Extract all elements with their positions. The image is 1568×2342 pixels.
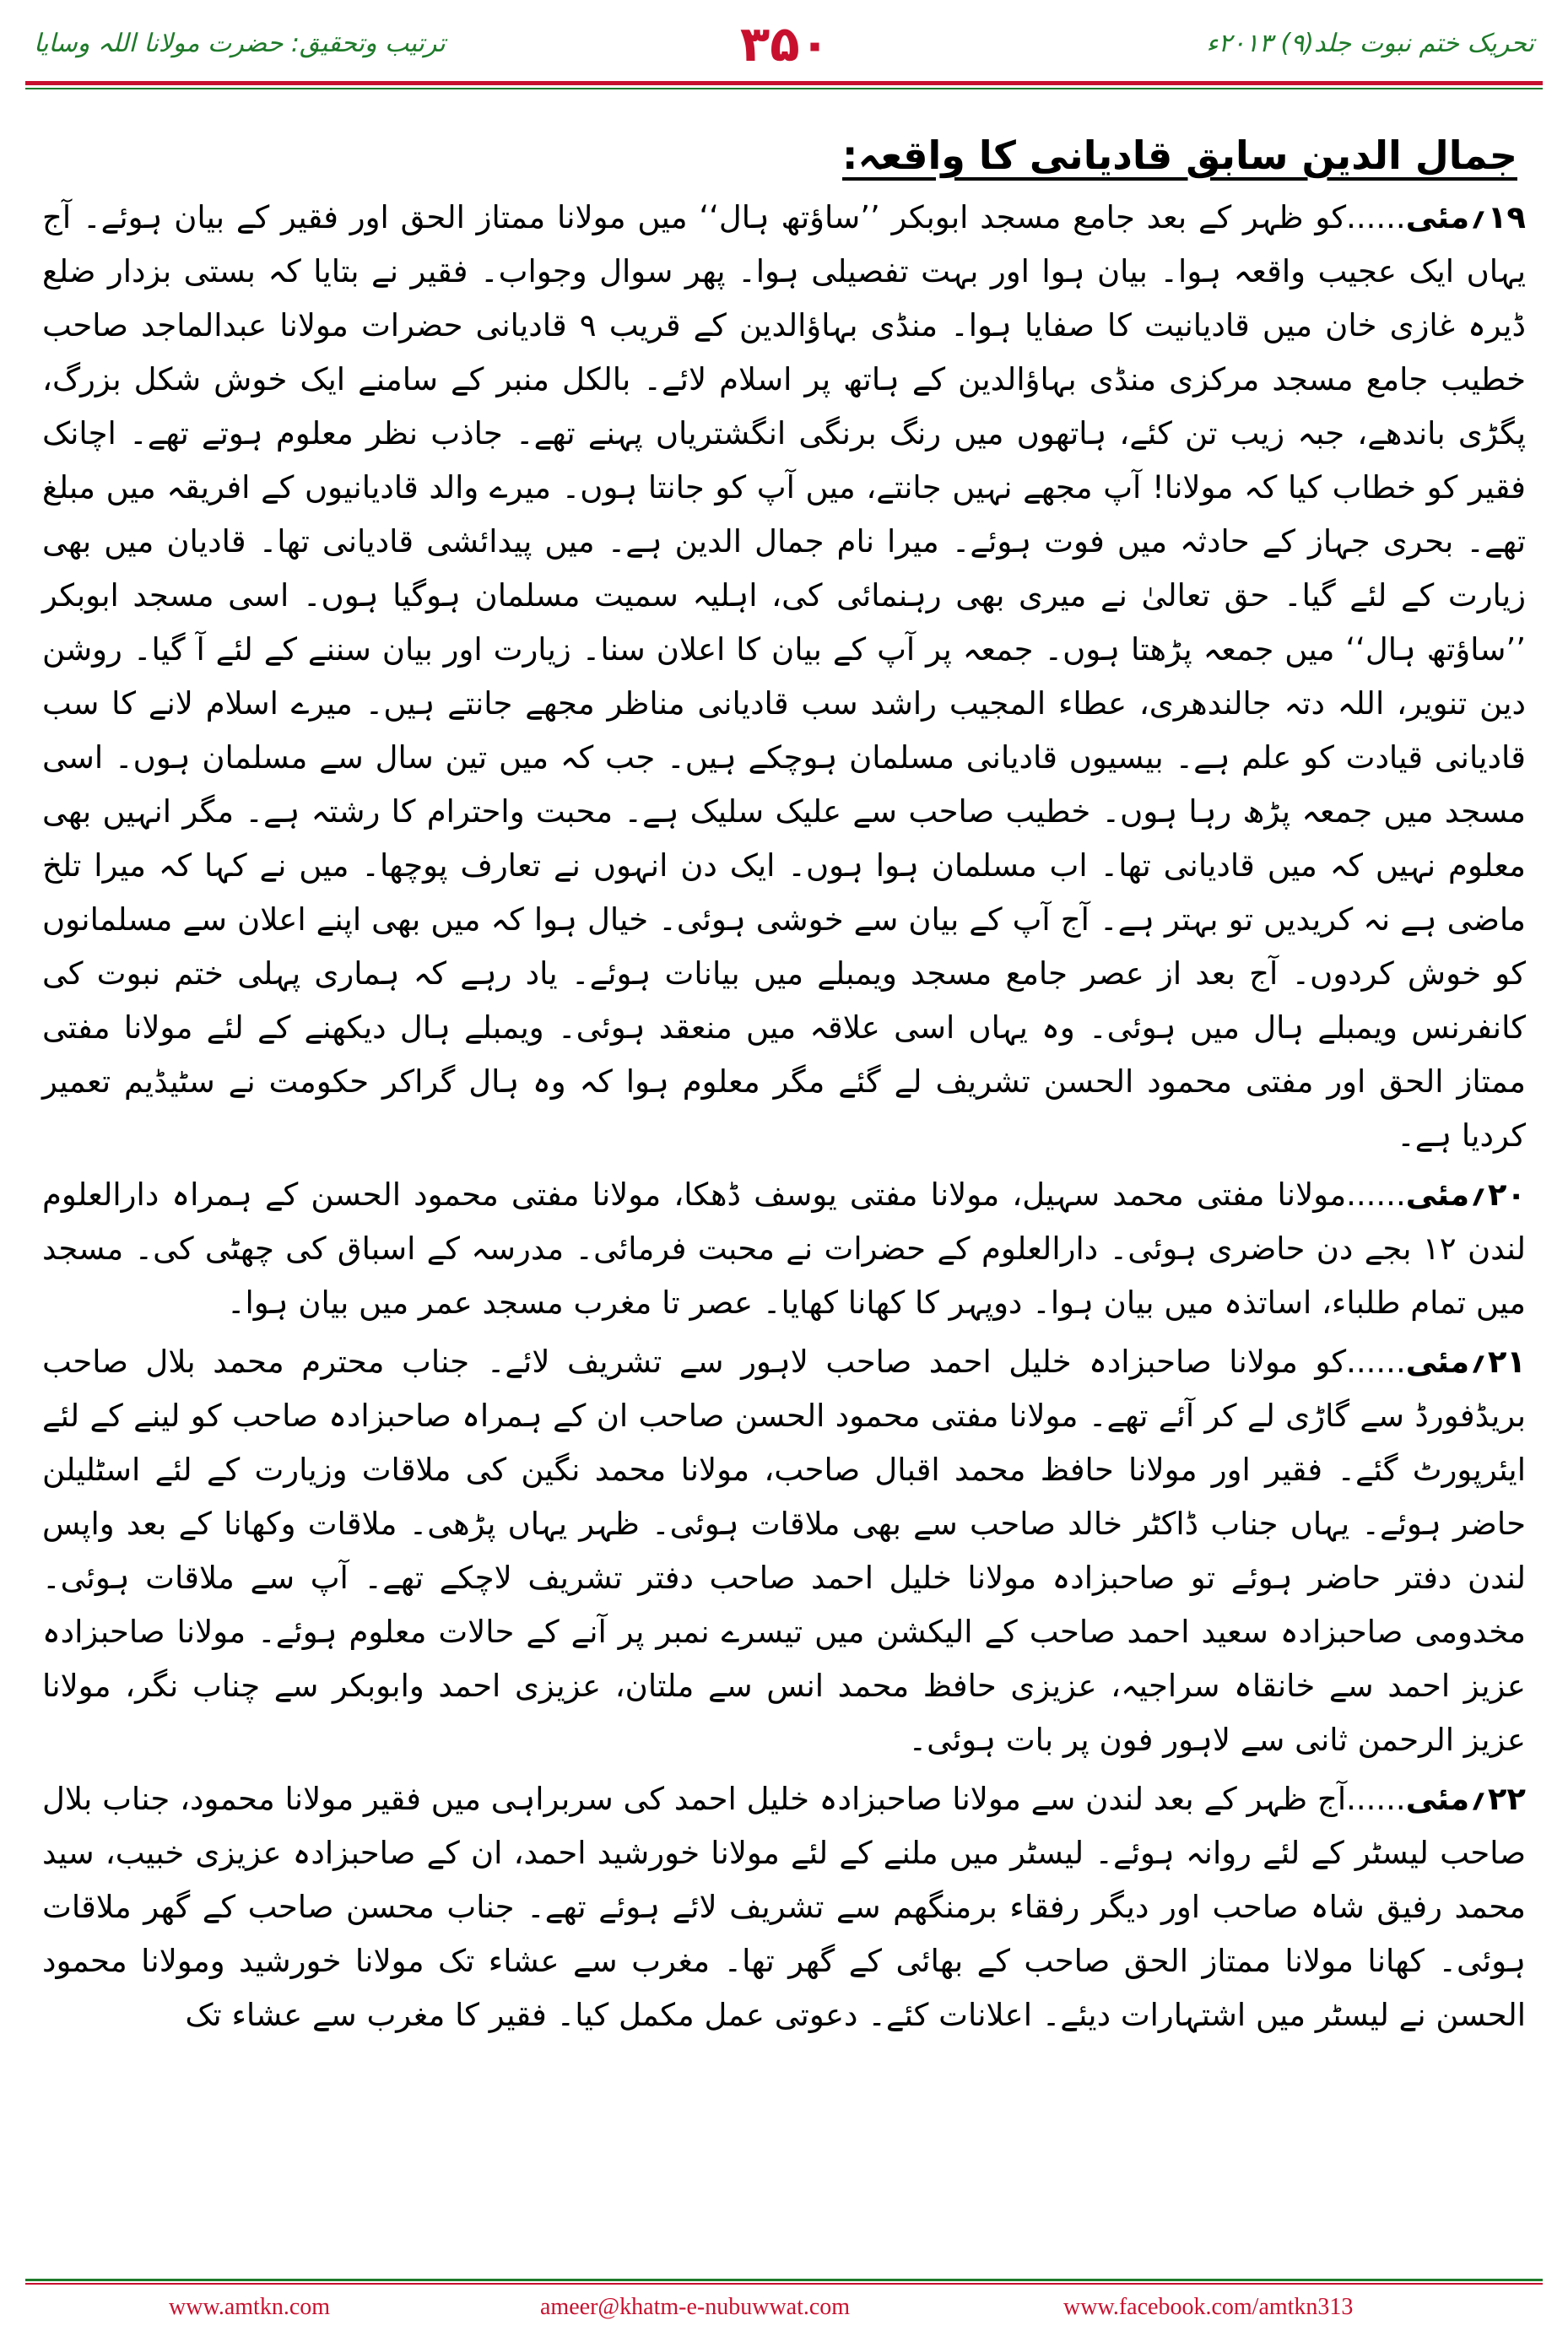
page-number: ۳۵۰ bbox=[739, 15, 830, 73]
section-heading: جمال الدین سابق قادیانی کا واقعہ: bbox=[842, 133, 1517, 178]
entry-text: ......آج ظہر کے بعد لندن سے مولانا صاحبزادہ خلیل احمد کی سربراہی میں فقیر مولانا محمود، جناب بلال صاحب لیسٹر کے لئے روانہ ہوئے۔ لیسٹر میں ملنے کے لئے مولانا خورشید احمد، ان کے صاحبزادہ عزیزی خبیب، سید محمد رفیق شاہ صاحب اور دیگر رفقاء برمنگھم سے تشریف لائے ہوئے تھے۔ جناب محسن صاحب کے گھر ملاقات ہوئی۔ کھانا مولانا ممتاز الحق صاحب کے بھائی کے گھر تھا۔ مغرب سے عشاء تک مولانا خورشید ومولانا محمود الحسن نے لیسٹر میں اشتہارات دیئے۔ اعلانات کئے۔ دعوتی عمل مکمل کیا۔ فقیر کا مغرب سے عشاء تک bbox=[42, 1781, 1526, 2033]
header-divider-secondary bbox=[25, 88, 1543, 89]
website-link[interactable]: www.amtkn.com bbox=[169, 2294, 331, 2320]
page-footer bbox=[0, 2279, 1568, 2342]
header-compiler-credit: ترتیب وتحقیق: حضرت مولانا اللہ وسایا bbox=[34, 29, 446, 58]
entry-text: ......مولانا مفتی محمد سہیل، مولانا مفتی یوسف ڈھکا، مولانا مفتی محمود الحسن کے ہمراہ دارالعلوم لندن ۱۲ بجے دن حاضری ہوئی۔ دارالعلوم کے حضرات نے محبت فرمائی۔ مدرسہ کے اسباق کی چھٹی کی۔ مسجد میں تمام طلباء، اساتذہ میں بیان ہوا۔ دوپہر کا کھانا کھایا۔ عصر تا مغرب مسجد عمر میں بیان ہوا۔ bbox=[42, 1176, 1526, 1321]
email-link[interactable]: ameer@khatm-e-nubuwwat.com bbox=[540, 2294, 851, 2320]
facebook-link[interactable]: www.facebook.com/amtkn313 bbox=[1063, 2294, 1354, 2320]
diary-entry-may-22 bbox=[42, 1772, 1526, 2042]
diary-entry-may-20 bbox=[42, 1168, 1526, 1330]
diary-entry-may-21 bbox=[42, 1335, 1526, 1767]
page-body bbox=[42, 127, 1526, 2237]
entry-date: ۱۹؍مئی bbox=[1405, 199, 1526, 235]
entry-date: ۲۰؍مئی bbox=[1405, 1176, 1526, 1213]
header-divider bbox=[25, 81, 1543, 85]
footer-divider-secondary bbox=[25, 2283, 1543, 2285]
entry-date: ۲۱؍مئی bbox=[1405, 1344, 1526, 1380]
footer-divider bbox=[25, 2279, 1543, 2281]
entry-text: ......کو ظہر کے بعد جامع مسجد ابوبکر ’’ساؤتھ ہال‘‘ میں مولانا ممتاز الحق اور فقیر کے بیان ہوئے۔ آج یہاں ایک عجیب واقعہ ہوا۔ بیان ہوا اور بہت تفصیلی ہوا۔ پھر سوال وجواب۔ فقیر نے بتایا کہ بستی بزدار ضلع ڈیرہ غازی خان میں قادیانیت کا صفایا ہوا۔ منڈی بہاؤالدین کے قریب ۹ قادیانی حضرات مولانا عبدالماجد صاحب خطیب جامع مسجد مرکزی منڈی بہاؤالدین کے ہاتھ پر اسلام لائے۔ بالکل منبر کے سامنے ایک خوش شکل بزرگ، پگڑی باندھے، جبہ زیب تن کئے، ہاتھوں میں رنگ برنگی انگشتریاں پہنے تھے۔ جاذب نظر معلوم ہوتے تھے۔ اچانک فقیر کو خطاب کیا کہ مولانا! آپ مجھے نہیں جانتے، میں آپ کو جانتا ہوں۔ میرے والد قادیانیوں کے افریقہ میں مبلغ تھے۔ بحری جہاز کے حادثہ میں فوت ہوئے۔ میرا نام جمال الدین ہے۔ میں پیدائشی قادیانی تھا۔ قادیان میں بھی زیارت کے لئے گیا۔ حق تعالیٰ نے میری بھی رہنمائی کی، اہلیہ سمیت مسلمان ہوگیا ہوں۔ اسی مسجد ابوبکر ’’ساؤتھ ہال‘‘ میں جمعہ پڑھتا ہوں۔ جمعہ پر آپ کے بیان کا اعلان سنا۔ زیارت اور بیان سننے کے لئے آ گیا۔ روشن دین تنویر، اللہ دتہ جالندھری، عطاء المجیب راشد سب قادیانی مناظر مجھے جانتے ہیں۔ میرے اسلام لانے کا سب قادیانی قیادت کو علم ہے۔ بیسیوں قادیانی مسلمان ہوچکے ہیں۔ جب کہ میں تین سال سے مسلمان ہوں۔ اسی مسجد میں جمعہ پڑھ رہا ہوں۔ خطیب صاحب سے علیک سلیک ہے۔ محبت واحترام کا رشتہ ہے۔ مگر انہیں بھی معلوم نہیں کہ میں قادیانی تھا۔ اب مسلمان ہوا ہوں۔ ایک دن انہوں نے تعارف پوچھا۔ میں نے کہا کہ میرا تلخ ماضی ہے نہ کریدیں تو بہتر ہے۔ آج آپ کے بیان سے خوشی ہوئی۔ خیال ہوا کہ میں بھی اپنے اعلان سے مسلمانوں کو خوش کردوں۔ آج بعد از عصر جامع مسجد ویمبلے میں بیانات ہوئے۔ یاد رہے کہ ہماری پہلی ختم نبوت کی کانفرنس ویمبلے ہال میں ہوئی۔ وہ یہاں اسی علاقہ میں منعقد ہوئی۔ ویمبلے ہال دیکھنے کے لئے مولانا مفتی ممتاز الحق اور مفتی محمود الحسن تشریف لے گئے مگر معلوم ہوا کہ وہ ہال گراکر حکومت نے سٹیڈیم تعمیر کردیا ہے۔ bbox=[42, 199, 1526, 1154]
diary-entry-may-19 bbox=[42, 191, 1526, 1163]
page-header bbox=[0, 0, 1568, 93]
header-book-title: تحریک ختم نبوت جلد(۹) ۲۰۱۳ء bbox=[1206, 29, 1534, 58]
entry-text: ......کو مولانا صاحبزادہ خلیل احمد صاحب لاہور سے تشریف لائے۔ جناب محترم محمد بلال صاحب بریڈفورڈ سے گاڑی لے کر آئے تھے۔ مولانا مفتی محمود الحسن صاحب ان کے ہمراہ صاحبزادہ صاحب کو لینے کے لئے ایئرپورٹ گئے۔ فقیر اور مولانا حافظ محمد اقبال صاحب، مولانا محمد نگین کی ملاقات وزیارت کے لئے اسٹلیلن حاضر ہوئے۔ یہاں جناب ڈاکٹر خالد صاحب سے بھی ملاقات ہوئی۔ ظہر یہاں پڑھی۔ ملاقات وکھانا کے بعد واپس لندن دفتر حاضر ہوئے تو صاحبزادہ مولانا خلیل احمد صاحب دفتر تشریف لاچکے تھے۔ آپ سے ملاقات ہوئی۔ مخدومی صاحبزادہ سعید احمد صاحب کے الیکشن میں تیسرے نمبر پر آنے کے حالات معلوم ہوئے۔ مولانا صاحبزادہ عزیز احمد سے خانقاہ سراجیہ، عزیزی حافظ محمد انس سے ملتان، عزیزی احمد وابوبکر سے چناب نگر، مولانا عزیز الرحمن ثانی سے لاہور فون پر بات ہوئی۔ bbox=[42, 1344, 1526, 1758]
entry-date: ۲۲؍مئی bbox=[1405, 1781, 1526, 1817]
